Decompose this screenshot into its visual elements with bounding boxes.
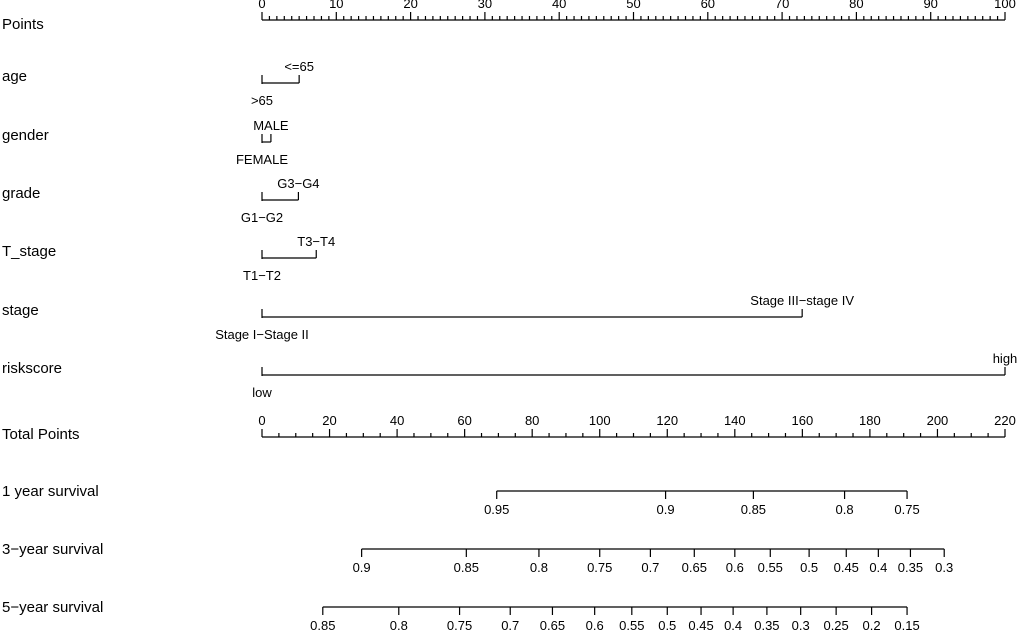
survival-scale-2 xyxy=(2,541,953,575)
survival-tick-label: 0.2 xyxy=(862,618,881,632)
survival-tick-label: 0.55 xyxy=(757,560,783,575)
variable-row-age xyxy=(2,59,314,108)
category-label: G1−G2 xyxy=(240,210,284,225)
points-tick-label: 70 xyxy=(774,0,790,11)
survival-tick-label: 0.8 xyxy=(529,560,548,575)
variable-rows xyxy=(2,59,1017,400)
survival-tick-label: 0.7 xyxy=(641,560,660,575)
survival-tick-label: 0.6 xyxy=(725,560,744,575)
points-axis xyxy=(258,0,1015,20)
variable-label: T_stage xyxy=(2,243,57,260)
survival-scale-3 xyxy=(2,599,920,632)
survival-tick-label: 0.65 xyxy=(681,560,707,575)
survival-tick-label: 0.75 xyxy=(446,618,473,632)
survival-tick-label: 0.7 xyxy=(501,618,520,632)
survival-tick-label: 0.45 xyxy=(688,618,714,632)
total-points-tick-label: 200 xyxy=(926,413,949,428)
variable-label: grade xyxy=(2,185,41,202)
category-label: T3−T4 xyxy=(297,234,336,249)
category-label: <=65 xyxy=(284,59,314,74)
points-tick-label: 80 xyxy=(849,0,864,11)
variable-row-grade xyxy=(2,176,320,225)
total-points-tick-label: 160 xyxy=(791,413,814,428)
category-label: G3−G4 xyxy=(277,176,320,191)
variable-row-gender xyxy=(2,118,289,167)
category-label: high xyxy=(992,351,1018,366)
points-tick-label: 20 xyxy=(403,0,418,11)
variable-label: stage xyxy=(2,302,39,319)
points-axis-label: Points xyxy=(2,16,44,33)
survival-tick-label: 0.95 xyxy=(484,502,510,517)
total-points-axis xyxy=(258,413,1015,437)
points-tick-label: 40 xyxy=(551,0,567,11)
points-tick-label: 10 xyxy=(329,0,344,11)
variable-row-riskscore xyxy=(2,351,1017,400)
total-points-tick-label: 80 xyxy=(524,413,540,428)
survival-tick-label: 0.35 xyxy=(754,618,780,632)
category-label: Stage III−stage IV xyxy=(750,293,855,308)
total-points-tick-label: 0 xyxy=(258,413,266,428)
points-tick-label: 50 xyxy=(626,0,641,11)
survival-tick-label: 0.85 xyxy=(453,560,479,575)
survival-scale-1 xyxy=(2,483,920,517)
category-label: Stage I−Stage II xyxy=(215,327,309,342)
survival-tick-label: 0.5 xyxy=(658,618,677,632)
points-tick-label: 0 xyxy=(258,0,266,11)
survival-tick-label: 0.55 xyxy=(619,618,645,632)
total-points-tick-label: 220 xyxy=(994,413,1016,428)
survival-tick-label: 0.25 xyxy=(823,618,849,632)
survival-tick-label: 0.3 xyxy=(791,618,810,632)
variable-label: age xyxy=(2,68,28,85)
total-points-tick-label: 100 xyxy=(588,413,611,428)
survival-tick-label: 0.85 xyxy=(310,618,336,632)
category-label: >65 xyxy=(250,93,274,108)
survival-scales xyxy=(2,483,953,632)
survival-tick-label: 0.85 xyxy=(740,502,767,517)
survival-tick-label: 0.45 xyxy=(833,560,859,575)
category-label: T1−T2 xyxy=(243,268,281,283)
variable-label: riskscore xyxy=(2,360,63,377)
points-tick-label: 100 xyxy=(994,0,1016,11)
survival-tick-label: 0.4 xyxy=(724,618,743,632)
survival-tick-label: 0.9 xyxy=(656,502,675,517)
survival-tick-label: 0.3 xyxy=(935,560,954,575)
survival-label: 5−year survival xyxy=(2,599,104,616)
survival-label: 1 year survival xyxy=(2,483,99,500)
total-points-tick-label: 40 xyxy=(389,413,405,428)
points-tick-label: 90 xyxy=(923,0,938,11)
survival-tick-label: 0.35 xyxy=(897,560,924,575)
total-points-tick-label: 120 xyxy=(656,413,679,428)
total-points-tick-label: 20 xyxy=(322,413,337,428)
total-points-tick-label: 140 xyxy=(723,413,746,428)
survival-tick-label: 0.4 xyxy=(869,560,888,575)
category-label: FEMALE xyxy=(235,152,289,167)
survival-tick-label: 0.5 xyxy=(800,560,819,575)
survival-tick-label: 0.65 xyxy=(539,618,566,632)
category-label: low xyxy=(252,385,272,400)
survival-tick-label: 0.9 xyxy=(352,560,371,575)
survival-tick-label: 0.75 xyxy=(894,502,920,517)
points-tick-label: 30 xyxy=(477,0,493,11)
total-points-tick-label: 180 xyxy=(859,413,881,428)
survival-label: 3−year survival xyxy=(2,541,104,558)
survival-tick-label: 0.8 xyxy=(389,618,408,632)
survival-tick-label: 0.6 xyxy=(585,618,604,632)
points-tick-label: 60 xyxy=(700,0,716,11)
variable-row-stage xyxy=(2,293,854,342)
total-points-tick-label: 60 xyxy=(457,413,472,428)
survival-tick-label: 0.75 xyxy=(587,560,613,575)
variable-row-t-stage xyxy=(2,234,335,283)
category-label: MALE xyxy=(253,118,289,133)
variable-label: gender xyxy=(2,127,49,144)
total-points-axis-label: Total Points xyxy=(2,426,80,443)
survival-tick-label: 0.15 xyxy=(894,618,920,632)
survival-tick-label: 0.8 xyxy=(835,502,854,517)
